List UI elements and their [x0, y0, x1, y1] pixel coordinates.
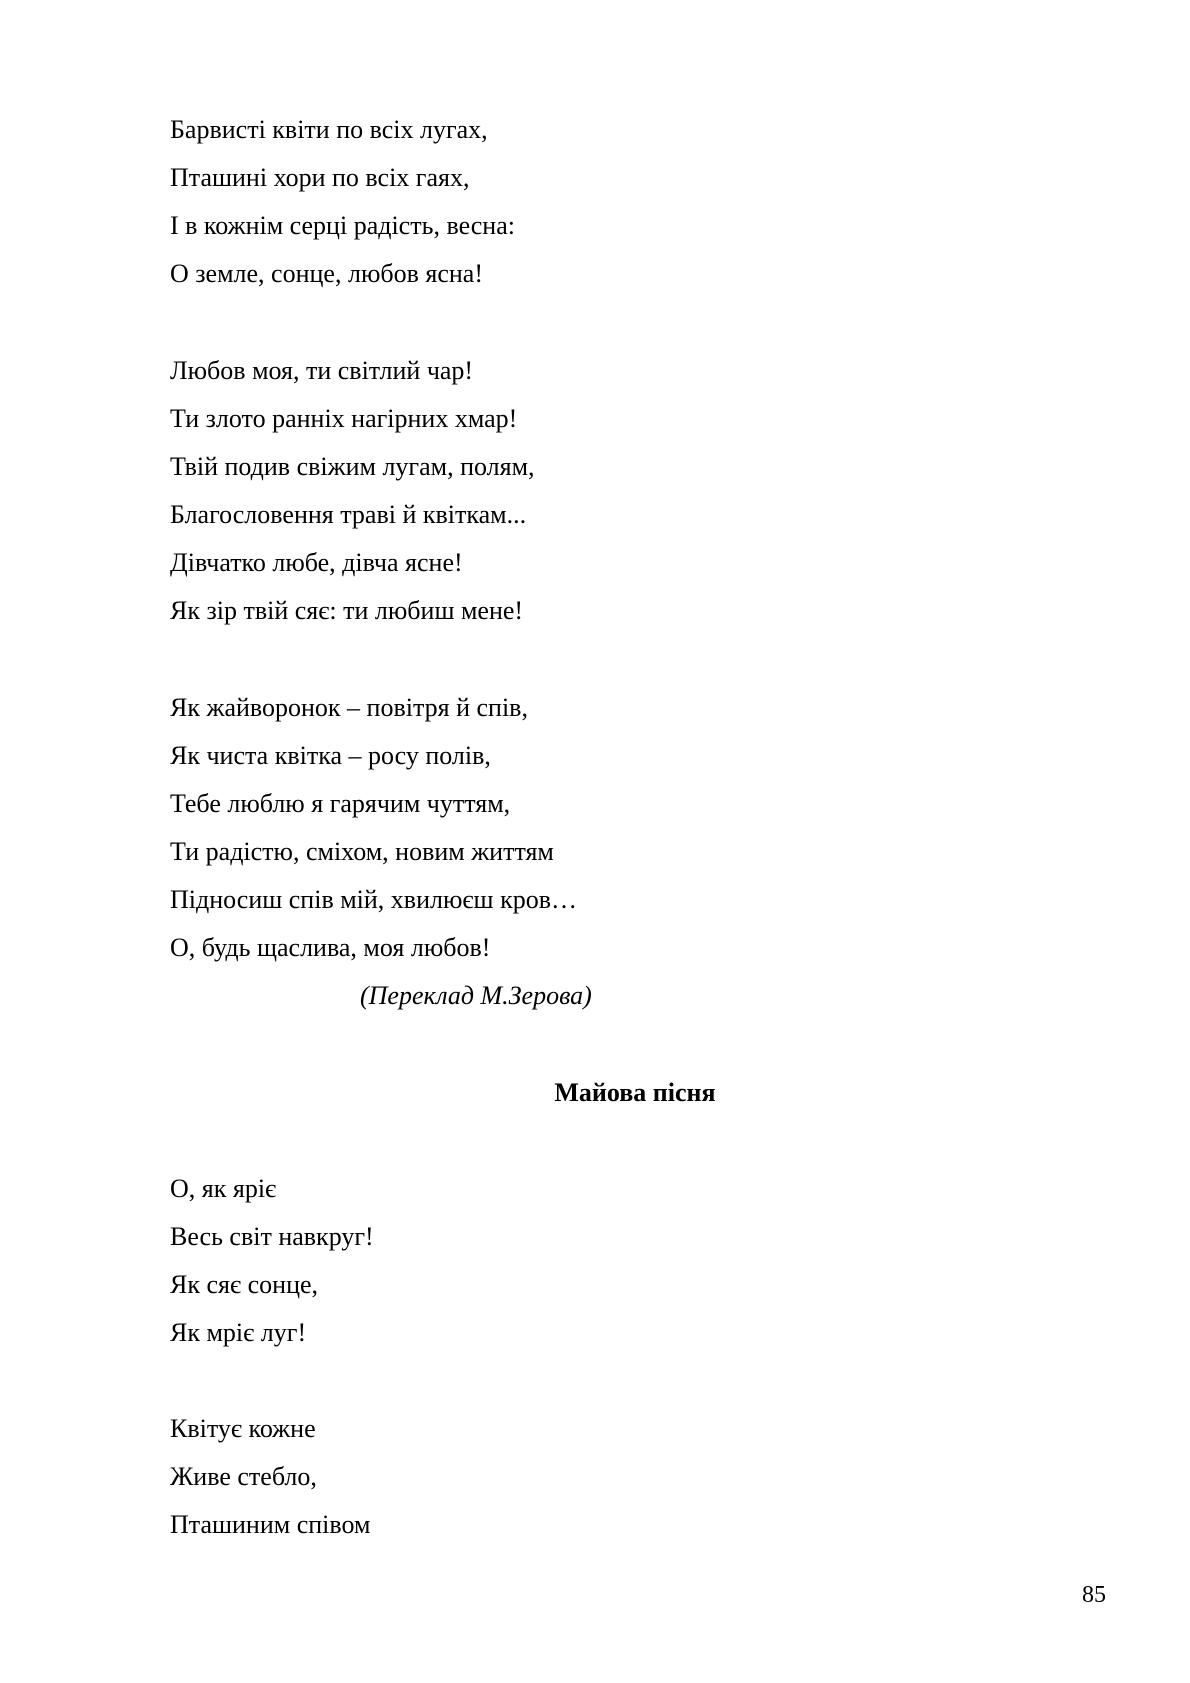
poem-line: Весь свiт навкруг!	[170, 1222, 374, 1251]
poem-line: Любов моя, ти світлий чар!	[170, 356, 474, 385]
poem-line: Пташині хори по всіх гаях,	[170, 163, 470, 192]
poem-line: Благословення траві й квіткам...	[170, 500, 527, 529]
poem-line: Твій подив свіжим лугам, полям,	[170, 452, 535, 481]
poem-line: Ти радістю, сміхом, новим життям	[170, 837, 554, 866]
poem-line: Квiтує кожне	[170, 1414, 316, 1443]
poem-line: Тебе люблю я гарячим чуттям,	[170, 789, 511, 818]
poem-line: О земле, сонце, любов ясна!	[170, 259, 483, 288]
poem-line: О, будь щаслива, моя любов!	[170, 933, 491, 962]
poem-title: Майова пісня	[554, 1078, 716, 1107]
poem-line: Як жайворонок – повітря й спів,	[170, 693, 528, 722]
poem-line: Пташиним співом	[170, 1510, 371, 1539]
poem-line: Як сяє сонце,	[170, 1270, 319, 1299]
poem-line: Як мрiє луг!	[170, 1318, 307, 1347]
page-number: 85	[1082, 1582, 1106, 1608]
poem-line: І в кожнім серці радість, весна:	[170, 211, 515, 240]
poem-line: Дівчатко любе, дівча ясне!	[170, 548, 463, 577]
poem-line: Барвисті квіти по всіх лугах,	[170, 115, 488, 144]
poem-line: Живе стебло,	[170, 1462, 317, 1491]
poem-line: О, як ярiє	[170, 1174, 277, 1203]
poem-line: Як зір твій сяє: ти любиш мене!	[170, 596, 524, 625]
poem-line: Як чиста квітка – росу полів,	[170, 741, 491, 770]
poem-line: Ти злото ранніх нагірних хмар!	[170, 404, 518, 433]
poem-line: Підносиш спів мій, хвилюєш кров…	[170, 885, 577, 914]
translator-credit: (Переклад М.Зерова)	[360, 981, 592, 1010]
